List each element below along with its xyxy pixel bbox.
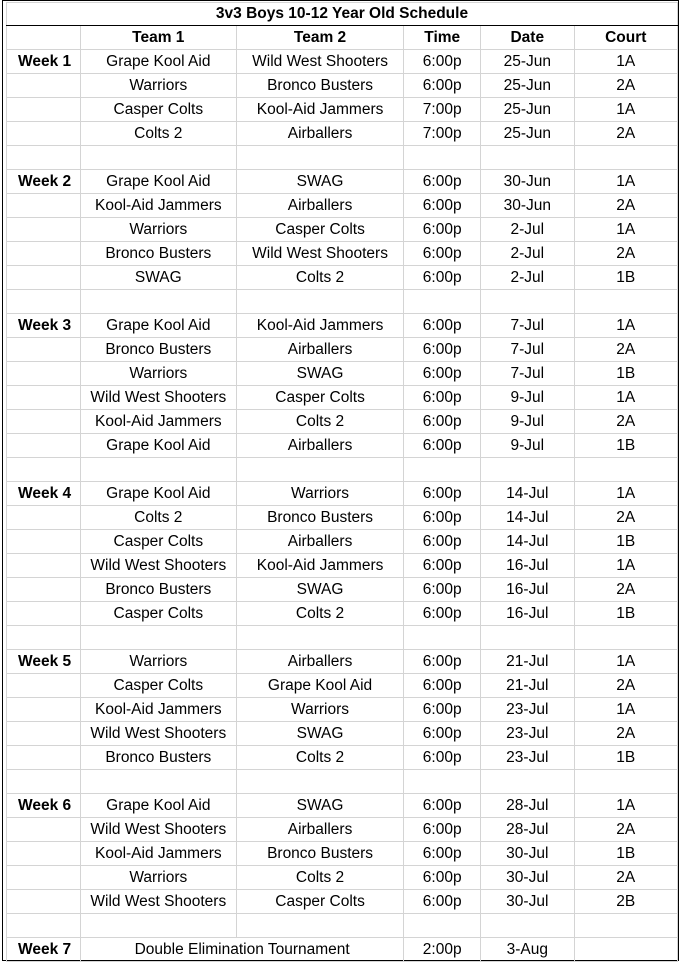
empty-cell — [80, 914, 236, 938]
header-row — [7, 26, 678, 50]
game-court: 1B — [574, 434, 677, 458]
game-row — [7, 386, 678, 410]
game-team-1: Wild West Shooters — [80, 722, 236, 746]
game-team-1: Kool-Aid Jammers — [80, 410, 236, 434]
game-team-2: Airballers — [236, 194, 404, 218]
game-team-2: SWAG — [236, 578, 404, 602]
title-row — [7, 3, 678, 26]
game-row — [7, 74, 678, 98]
game-date: 16-Jul — [481, 578, 575, 602]
game-date: 25-Jun — [481, 98, 575, 122]
game-date: 2-Jul — [481, 218, 575, 242]
spacer-row — [7, 146, 678, 170]
game-court: 2A — [574, 818, 677, 842]
game-time: 6:00p — [404, 242, 481, 266]
game-court: 1A — [574, 314, 677, 338]
game-date: 9-Jul — [481, 410, 575, 434]
game-date: 16-Jul — [481, 554, 575, 578]
game-time: 6:00p — [404, 722, 481, 746]
game-row — [7, 794, 678, 818]
game-time: 6:00p — [404, 194, 481, 218]
empty-cell — [236, 770, 404, 794]
game-court: 2A — [574, 722, 677, 746]
game-court: 2B — [574, 890, 677, 914]
week-label-empty — [7, 506, 81, 530]
spacer-row — [7, 626, 678, 650]
game-time: 6:00p — [404, 650, 481, 674]
game-time: 6:00p — [404, 578, 481, 602]
game-team-2: Wild West Shooters — [236, 242, 404, 266]
game-team-2: Colts 2 — [236, 602, 404, 626]
game-court: 1A — [574, 170, 677, 194]
game-row — [7, 842, 678, 866]
game-team-1: Grape Kool Aid — [80, 50, 236, 74]
empty-cell — [7, 458, 81, 482]
empty-cell — [404, 458, 481, 482]
game-team-1: Kool-Aid Jammers — [80, 194, 236, 218]
game-team-1: Warriors — [80, 866, 236, 890]
empty-cell — [574, 290, 677, 314]
week-label-empty — [7, 866, 81, 890]
game-date: 28-Jul — [481, 794, 575, 818]
empty-cell — [80, 458, 236, 482]
game-row — [7, 218, 678, 242]
empty-cell — [574, 626, 677, 650]
game-team-1: Bronco Busters — [80, 242, 236, 266]
game-court: 1A — [574, 554, 677, 578]
week-label-empty — [7, 410, 81, 434]
empty-cell — [404, 290, 481, 314]
game-time: 6:00p — [404, 698, 481, 722]
game-row — [7, 242, 678, 266]
game-court: 2A — [574, 410, 677, 434]
empty-cell — [7, 146, 81, 170]
empty-cell — [481, 146, 575, 170]
game-team-1: Warriors — [80, 218, 236, 242]
empty-cell — [574, 146, 677, 170]
game-team-2: SWAG — [236, 722, 404, 746]
week-label-empty — [7, 218, 81, 242]
week-label-empty — [7, 194, 81, 218]
game-row — [7, 578, 678, 602]
header-time: Time — [404, 26, 481, 50]
game-team-2: Colts 2 — [236, 410, 404, 434]
game-team-1: Warriors — [80, 650, 236, 674]
game-court: 1B — [574, 602, 677, 626]
empty-cell — [7, 626, 81, 650]
game-row — [7, 506, 678, 530]
schedule-sheet — [2, 0, 679, 961]
game-team-2: Airballers — [236, 434, 404, 458]
game-row — [7, 698, 678, 722]
empty-cell — [481, 290, 575, 314]
game-row — [7, 746, 678, 770]
schedule-title: 3v3 Boys 10-12 Year Old Schedule — [7, 3, 678, 26]
game-team-1: Casper Colts — [80, 530, 236, 554]
header-court: Court — [574, 26, 677, 50]
week-label-empty — [7, 818, 81, 842]
game-date: 9-Jul — [481, 386, 575, 410]
week-label-empty — [7, 122, 81, 146]
game-row — [7, 410, 678, 434]
game-court: 1B — [574, 842, 677, 866]
week-label-empty — [7, 554, 81, 578]
game-team-2: SWAG — [236, 362, 404, 386]
game-time: 6:00p — [404, 362, 481, 386]
game-team-1: Wild West Shooters — [80, 386, 236, 410]
game-date: 25-Jun — [481, 50, 575, 74]
spacer-row — [7, 458, 678, 482]
game-row — [7, 170, 678, 194]
game-court: 2A — [574, 74, 677, 98]
week-label: Week 7 — [7, 938, 81, 962]
game-time: 6:00p — [404, 218, 481, 242]
empty-cell — [404, 770, 481, 794]
week-label-empty — [7, 842, 81, 866]
game-team-2: Warriors — [236, 482, 404, 506]
game-row — [7, 362, 678, 386]
header-team-2: Team 2 — [236, 26, 404, 50]
game-team-2: Kool-Aid Jammers — [236, 314, 404, 338]
game-team-2: Bronco Busters — [236, 506, 404, 530]
game-court: 2A — [574, 122, 677, 146]
game-date: 14-Jul — [481, 530, 575, 554]
spacer-row — [7, 770, 678, 794]
game-court: 1A — [574, 386, 677, 410]
game-team-2: Kool-Aid Jammers — [236, 98, 404, 122]
game-court: 2A — [574, 506, 677, 530]
game-date: 28-Jul — [481, 818, 575, 842]
game-row — [7, 338, 678, 362]
game-date: 7-Jul — [481, 314, 575, 338]
game-court: 1A — [574, 650, 677, 674]
game-team-1: Bronco Busters — [80, 578, 236, 602]
final-time: 2:00p — [404, 938, 481, 962]
game-court: 1A — [574, 98, 677, 122]
game-row — [7, 314, 678, 338]
game-team-2: Airballers — [236, 338, 404, 362]
game-time: 6:00p — [404, 410, 481, 434]
week-label-empty — [7, 578, 81, 602]
game-team-2: Kool-Aid Jammers — [236, 554, 404, 578]
game-team-2: Airballers — [236, 818, 404, 842]
final-event: Double Elimination Tournament — [80, 938, 403, 962]
game-row — [7, 554, 678, 578]
game-time: 6:00p — [404, 434, 481, 458]
game-team-2: Colts 2 — [236, 866, 404, 890]
game-date: 30-Jul — [481, 866, 575, 890]
game-team-1: Bronco Busters — [80, 746, 236, 770]
game-date: 9-Jul — [481, 434, 575, 458]
game-team-1: Colts 2 — [80, 122, 236, 146]
game-court: 1A — [574, 218, 677, 242]
game-time: 6:00p — [404, 602, 481, 626]
empty-cell — [404, 626, 481, 650]
week-label-empty — [7, 266, 81, 290]
game-date: 14-Jul — [481, 482, 575, 506]
game-team-2: Airballers — [236, 650, 404, 674]
game-team-2: Airballers — [236, 122, 404, 146]
game-team-2: Bronco Busters — [236, 842, 404, 866]
game-time: 7:00p — [404, 98, 481, 122]
week-label-empty — [7, 602, 81, 626]
game-team-2: Grape Kool Aid — [236, 674, 404, 698]
final-row — [7, 938, 678, 962]
empty-cell — [7, 914, 81, 938]
week-label: Week 6 — [7, 794, 81, 818]
game-date: 16-Jul — [481, 602, 575, 626]
game-row — [7, 818, 678, 842]
empty-cell — [236, 290, 404, 314]
game-team-1: Kool-Aid Jammers — [80, 842, 236, 866]
week-label-empty — [7, 362, 81, 386]
empty-cell — [481, 914, 575, 938]
game-team-1: Grape Kool Aid — [80, 794, 236, 818]
game-team-2: Warriors — [236, 698, 404, 722]
game-court: 2A — [574, 338, 677, 362]
game-time: 6:00p — [404, 818, 481, 842]
game-time: 6:00p — [404, 386, 481, 410]
game-date: 21-Jul — [481, 674, 575, 698]
game-court: 1A — [574, 482, 677, 506]
empty-cell — [236, 458, 404, 482]
game-row — [7, 266, 678, 290]
game-court: 1A — [574, 50, 677, 74]
game-team-1: Grape Kool Aid — [80, 170, 236, 194]
game-team-1: Grape Kool Aid — [80, 482, 236, 506]
game-time: 6:00p — [404, 338, 481, 362]
game-court: 2A — [574, 242, 677, 266]
empty-cell — [80, 146, 236, 170]
game-team-1: Wild West Shooters — [80, 818, 236, 842]
week-label-empty — [7, 722, 81, 746]
week-label: Week 3 — [7, 314, 81, 338]
game-time: 6:00p — [404, 266, 481, 290]
game-row — [7, 434, 678, 458]
empty-cell — [80, 770, 236, 794]
week-label-empty — [7, 74, 81, 98]
week-label-empty — [7, 674, 81, 698]
game-row — [7, 50, 678, 74]
game-court: 2A — [574, 866, 677, 890]
game-team-2: Casper Colts — [236, 218, 404, 242]
game-row — [7, 890, 678, 914]
final-date: 3-Aug — [481, 938, 575, 962]
game-team-2: Colts 2 — [236, 266, 404, 290]
header-date: Date — [481, 26, 575, 50]
game-time: 6:00p — [404, 170, 481, 194]
game-time: 6:00p — [404, 890, 481, 914]
game-team-2: Casper Colts — [236, 386, 404, 410]
game-time: 7:00p — [404, 122, 481, 146]
game-time: 6:00p — [404, 746, 481, 770]
empty-cell — [404, 914, 481, 938]
game-court: 2A — [574, 674, 677, 698]
game-team-1: Colts 2 — [80, 506, 236, 530]
week-label: Week 4 — [7, 482, 81, 506]
game-date: 23-Jul — [481, 746, 575, 770]
game-court: 1B — [574, 266, 677, 290]
game-time: 6:00p — [404, 506, 481, 530]
game-date: 23-Jul — [481, 698, 575, 722]
game-row — [7, 122, 678, 146]
week-label: Week 1 — [7, 50, 81, 74]
empty-cell — [481, 770, 575, 794]
game-date: 30-Jul — [481, 890, 575, 914]
empty-cell — [7, 290, 81, 314]
empty-cell — [574, 770, 677, 794]
empty-cell — [574, 458, 677, 482]
game-team-1: Wild West Shooters — [80, 890, 236, 914]
game-row — [7, 866, 678, 890]
empty-cell — [481, 626, 575, 650]
game-team-1: Warriors — [80, 74, 236, 98]
empty-cell — [80, 290, 236, 314]
week-label-empty — [7, 530, 81, 554]
week-label: Week 2 — [7, 170, 81, 194]
game-team-1: Casper Colts — [80, 98, 236, 122]
game-team-1: SWAG — [80, 266, 236, 290]
game-row — [7, 530, 678, 554]
game-team-2: Airballers — [236, 530, 404, 554]
spacer-row — [7, 914, 678, 938]
week-label-empty — [7, 338, 81, 362]
spacer-row — [7, 290, 678, 314]
game-team-1: Grape Kool Aid — [80, 434, 236, 458]
game-team-1: Wild West Shooters — [80, 554, 236, 578]
week-label-empty — [7, 890, 81, 914]
game-date: 14-Jul — [481, 506, 575, 530]
empty-cell — [481, 458, 575, 482]
game-court: 1A — [574, 698, 677, 722]
game-row — [7, 722, 678, 746]
game-time: 6:00p — [404, 50, 481, 74]
game-court: 1B — [574, 530, 677, 554]
game-date: 21-Jul — [481, 650, 575, 674]
game-row — [7, 602, 678, 626]
game-team-2: Colts 2 — [236, 746, 404, 770]
game-team-2: SWAG — [236, 170, 404, 194]
game-date: 30-Jul — [481, 842, 575, 866]
game-time: 6:00p — [404, 74, 481, 98]
schedule-table — [6, 2, 678, 962]
game-time: 6:00p — [404, 794, 481, 818]
week-label: Week 5 — [7, 650, 81, 674]
week-label-empty — [7, 746, 81, 770]
game-time: 6:00p — [404, 866, 481, 890]
game-time: 6:00p — [404, 842, 481, 866]
game-team-1: Casper Colts — [80, 674, 236, 698]
week-label-empty — [7, 98, 81, 122]
game-date: 30-Jun — [481, 194, 575, 218]
game-team-1: Casper Colts — [80, 602, 236, 626]
game-date: 7-Jul — [481, 338, 575, 362]
empty-cell — [236, 626, 404, 650]
game-row — [7, 194, 678, 218]
game-team-2: SWAG — [236, 794, 404, 818]
empty-cell — [80, 626, 236, 650]
header-week — [7, 26, 81, 50]
game-date: 2-Jul — [481, 266, 575, 290]
game-team-1: Grape Kool Aid — [80, 314, 236, 338]
week-label-empty — [7, 434, 81, 458]
game-date: 7-Jul — [481, 362, 575, 386]
game-time: 6:00p — [404, 482, 481, 506]
game-date: 2-Jul — [481, 242, 575, 266]
week-label-empty — [7, 698, 81, 722]
game-court: 1B — [574, 362, 677, 386]
game-row — [7, 650, 678, 674]
game-time: 6:00p — [404, 674, 481, 698]
game-row — [7, 98, 678, 122]
game-row — [7, 674, 678, 698]
game-team-2: Casper Colts — [236, 890, 404, 914]
game-date: 30-Jun — [481, 170, 575, 194]
empty-cell — [404, 146, 481, 170]
game-court: 1A — [574, 794, 677, 818]
game-time: 6:00p — [404, 314, 481, 338]
header-team-1: Team 1 — [80, 26, 236, 50]
game-date: 25-Jun — [481, 122, 575, 146]
game-team-1: Bronco Busters — [80, 338, 236, 362]
week-label-empty — [7, 242, 81, 266]
game-team-1: Kool-Aid Jammers — [80, 698, 236, 722]
game-team-2: Wild West Shooters — [236, 50, 404, 74]
game-court: 2A — [574, 578, 677, 602]
game-date: 25-Jun — [481, 74, 575, 98]
empty-cell — [7, 770, 81, 794]
game-time: 6:00p — [404, 554, 481, 578]
final-court — [574, 938, 677, 962]
empty-cell — [574, 914, 677, 938]
game-row — [7, 482, 678, 506]
game-team-1: Warriors — [80, 362, 236, 386]
game-date: 23-Jul — [481, 722, 575, 746]
week-label-empty — [7, 386, 81, 410]
empty-cell — [236, 914, 404, 938]
game-court: 2A — [574, 194, 677, 218]
game-team-2: Bronco Busters — [236, 74, 404, 98]
empty-cell — [236, 146, 404, 170]
game-time: 6:00p — [404, 530, 481, 554]
game-court: 1B — [574, 746, 677, 770]
